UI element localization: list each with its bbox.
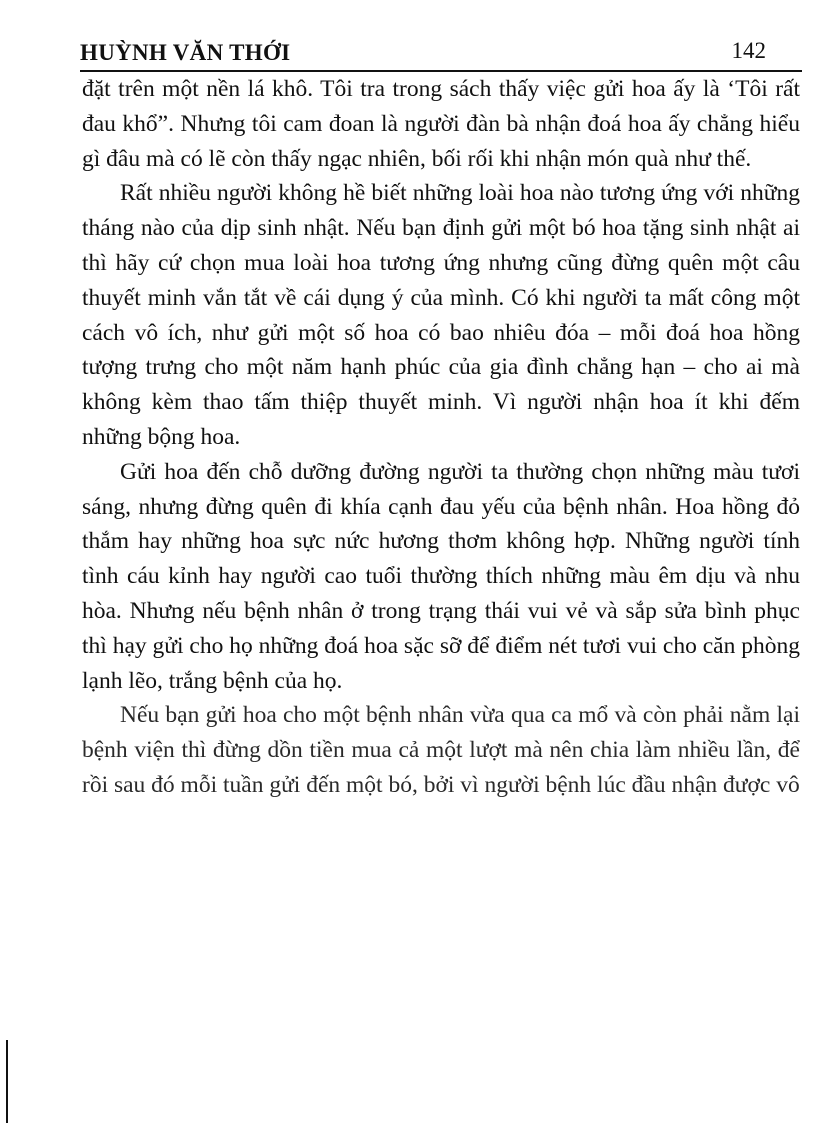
paragraph-post-surgery: Nếu bạn gửi hoa cho một bệnh nhân vừa qua ca mổ và còn phải nằm lại bệnh viện thì đừng dồn tiền mua cả một lượt mà nên chia làm nhiều lần, để rồi sau đó mỗi tuần gửi đến một bó, bởi vì người bệnh lúc đầu nhận được vô: [82, 702, 800, 798]
author-name: HUỲNH VĂN THỚI: [80, 40, 291, 65]
binding-edge-mark: [6, 1040, 8, 1123]
paragraph-hospital-flowers: Gửi hoa đến chỗ dưỡng đường người ta thường chọn những màu tươi sáng, nhưng đừng quên đi khía cạnh đau yếu của bệnh nhân. Hoa hồng đỏ thắm hay những hoa sực nức hương thơm không hợp. Những người tính tình cáu kỉnh hay người cao tuổi thường thích những màu êm dịu và nhu hòa. Nhưng nếu bệnh nhân ở trong trạng thái vui vẻ và sắp sửa bình phục thì hạy gửi cho họ những đoá hoa sặc sỡ để điểm nét tươi vui cho căn phòng lạnh lẽo, trắng bệnh của họ.: [82, 458, 800, 694]
paragraph-birthday-flowers: Rất nhiều người không hề biết những loài hoa nào tương ứng với những tháng nào của dịp sinh nhật. Nếu bạn định gửi một bó hoa tặng sinh nhật ai thì hãy cứ chọn mua loài hoa tương ứng nhưng cũng đừng quên một câu thuyết minh vắn tắt về cái dụng ý của mình. Có khi người ta mất công một cách vô ích, như gửi một số hoa có bao nhiêu đóa – mỗi đoá hoa hồng tượng trưng cho một năm hạnh phúc của gia đình chẳng hạn – cho ai mà không kèm thao tấm thiệp thuyết minh. Vì người nhận hoa ít khi đếm những bộng hoa.: [82, 180, 800, 450]
paragraph-continued: đặt trên một nền lá khô. Tôi tra trong sách thấy việc gửi hoa ấy là ‘Tôi rất đau khổ”. Nhưng tôi cam đoan là người đàn bà nhận đoá hoa ấy chẳng hiểu gì đâu mà có lẽ còn thấy ngạc nhiên, bối rối khi nhận món quà như thế.: [82, 76, 800, 172]
body-text: [82, 72, 800, 803]
running-header: [80, 38, 802, 72]
page-number: 142: [731, 38, 766, 63]
